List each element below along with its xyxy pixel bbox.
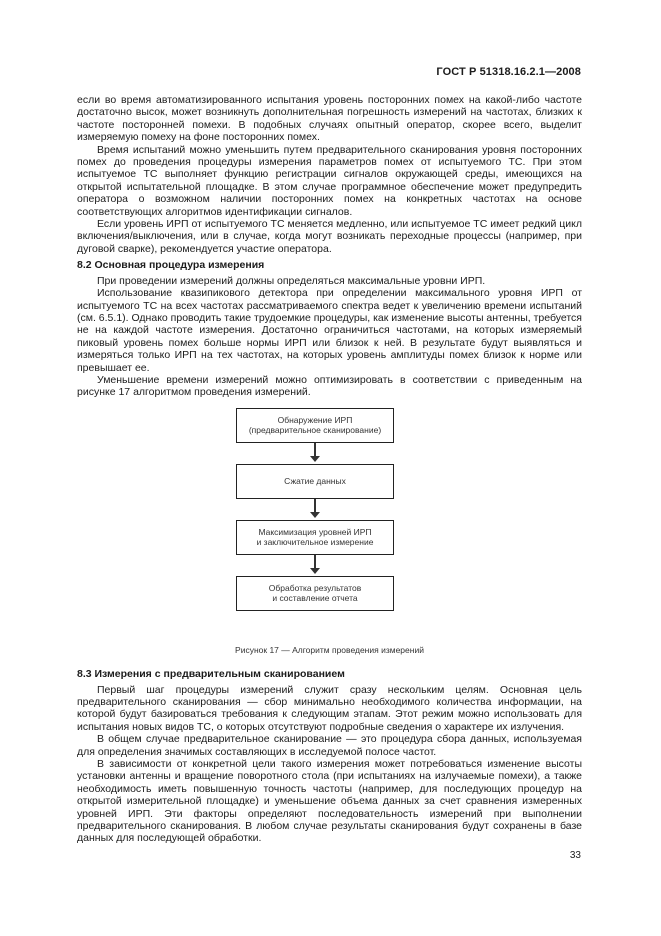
flow-box-maximization: Максимизация уровней ИРП и заключительное измерение	[236, 520, 394, 555]
flow-box-processing: Обработка результатов и составление отчета	[236, 576, 394, 611]
document-header: ГОСТ Р 51318.16.2.1—2008	[436, 66, 581, 78]
section-heading-8-3: 8.3 Измерения с предварительным сканированием	[77, 668, 345, 681]
flowchart-figure-17	[77, 408, 582, 642]
figure-caption: Рисунок 17 — Алгоритм проведения измерений	[235, 644, 424, 655]
page-number: 33	[569, 850, 581, 861]
paragraph: если во время автоматизированного испытания уровень посторонних помех на какой-либо частоте достаточно высок, может возникнуть дополнительная погрешность измерений на частотах, близких к частоте посторонней помехи. В подобных случаях опытный оператор, скорее всего, выделит измеряемую помеху на фоне посторонних помех.	[77, 94, 582, 144]
flow-arrow	[314, 499, 316, 513]
flow-box-detection: Обнаружение ИРП (предварительное сканирование)	[236, 408, 394, 443]
paragraph: Первый шаг процедуры измерений служит сразу нескольким целям. Основная цель предварительного сканирования — сбор минимально необходимого количества информации, на которой будут базироваться требования к следующим этапам. Этот режим можно использовать для испытания новых видов ТС, о которых отсутствуют подробные сведения о характере их излучения.	[77, 683, 582, 733]
arrow-down-icon	[310, 456, 320, 462]
paragraph: Время испытаний можно уменьшить путем предварительного сканирования уровня посторонних помех до проведения процедуры измерения параметров помех от испытуемого ТС. При этом испытуемое ТС выполняет функцию регистрации сигналов окружающей среды, имеющихся на открытой испытательной площадке. В этом случае программное обеспечение может предупредить оператора о возможном наличии посторонних помех на конкретных частотах на основе соответствующих алгоритмов идентификации сигналов.	[77, 143, 582, 218]
page-body	[77, 94, 582, 845]
flow-arrow	[314, 555, 316, 569]
paragraph: В общем случае предварительное сканирование — это процедура сбора данных, используемая для определения значимых составляющих в исследуемой полосе частот.	[77, 733, 582, 758]
arrow-down-icon	[310, 568, 320, 574]
section-heading-8-2: 8.2 Основная процедура измерения	[77, 259, 265, 272]
paragraph: Уменьшение времени измерений можно оптимизировать в соответствии с приведенным на рисунке 17 алгоритмом проведения измерений.	[77, 373, 582, 399]
paragraph: Если уровень ИРП от испытуемого ТС меняется медленно, или испытуемое ТС имеет редкий цикл включения/выключения, или в случае, когда могут возникать переходные процессы (например, при дуговой сварке), рекомендуется участие оператора.	[77, 218, 582, 255]
flow-box-compression: Сжатие данных	[236, 464, 394, 499]
paragraph: При проведении измерений должны определяться максимальные уровни ИРП.	[97, 274, 486, 287]
arrow-down-icon	[310, 512, 320, 518]
paragraph: Использование квазипикового детектора при определении максимального уровня ИРП от испытуемого ТС на всех частотах рассматриваемого спектра ведет к увеличению времени испытаний (см. 6.5.1). Однако проводить такие трудоемкие процедуры, как изменение высоты антенны, требуется не на каждой частоте измерения. Достаточно ограничиться частотами, на которых измеряемый пиковый уровень помех больше нормы ИРП или близок к ней. В результате будут выявляться и измеряться только ИРП на тех частотах, на которых уровень амплитуды помех близок к норме или превышает ее.	[77, 287, 582, 374]
paragraph: В зависимости от конкретной цели такого измерения может потребоваться изменение высоты установки антенны и вращение поворотного стола (при испытаниях на излучаемые помехи), а также необходимость иметь повышенную точность частоты (например, для последующих процедур на открытой измерительной площадке) и уменьшение объема данных за счет сравнения измеренных уровней ИРП. Эти факторы определяют последовательность измерений при выполнении предварительного сканирования. В любом случае результаты сканирования будут сохранены в базе данных для последующей обработки.	[77, 758, 582, 845]
flow-arrow	[314, 443, 316, 457]
